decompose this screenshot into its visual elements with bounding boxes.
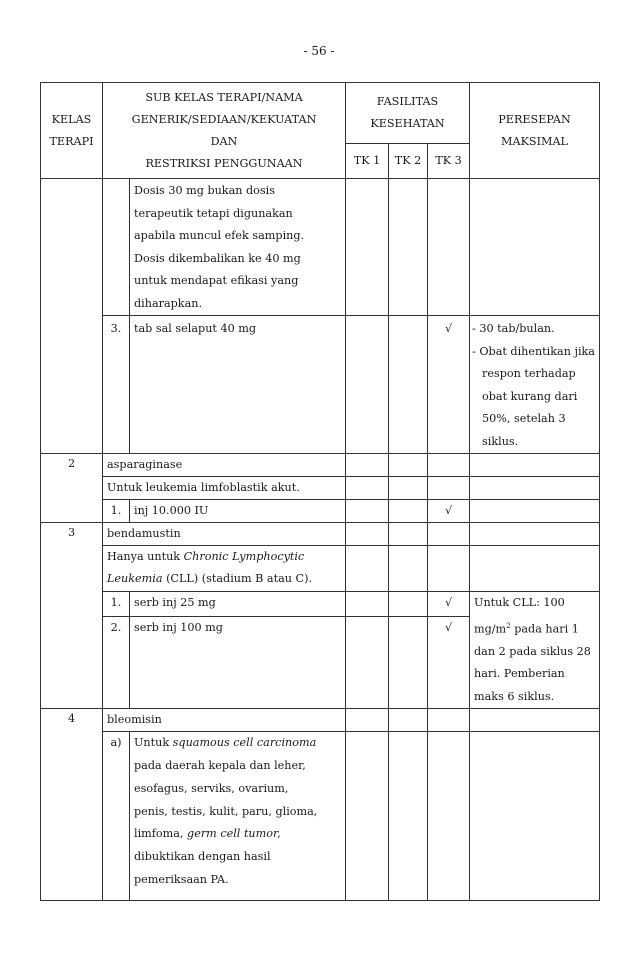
num-cell-empty [103,179,130,316]
tk3-check: √ [428,500,470,523]
header-tk2: TK 2 [389,144,428,179]
kelas-number: 3 [41,523,103,709]
max-prescription: Untuk CLL: 100 $mg/m^2$ pada hari 1 dan 2 pada siklus 28 hari. Pemberian maks 6 siklus. [470,592,600,709]
drug-name: asparaginase [103,454,346,477]
kelas-number: 2 [41,454,103,523]
header-kelas-terapi: KELAS TERAPI [41,83,103,179]
sub-item-label: a) [103,732,130,901]
item-number: 3. [103,316,130,454]
item-number: 1. [103,592,130,617]
item-name: serb inj 25 mg [130,592,346,617]
drug-indication: Untuk squamous cell carcinoma pada daerah kepala dan leher, esofagus, serviks, ovarium, penis, testis, kulit, paru, glioma, limfoma, germ cell tumor, dibuktikan dengan hasil pemeriksaan PA. [130,732,346,901]
item-name: inj 10.000 IU [130,500,346,523]
header-fasilitas: FASILITAS KESEHATAN [346,83,470,144]
max-prescription: - 30 tab/bulan. - Obat dihentikan jika respon terhadap obat kurang dari 50%, setelah 3 siklus. [470,316,600,454]
header-sub-kelas: SUB KELAS TERAPI/NAMA GENERIK/SEDIAAN/KEKUATAN DAN RESTRIKSI PENGGUNAAN [103,83,346,179]
item-name: serb inj 100 mg [130,616,346,709]
drug-name: bleomisin [103,709,346,732]
page-number: - 56 - [303,44,335,58]
drug-name: bendamustin [103,523,346,546]
formulary-table [40,82,600,901]
kelas-cell-continued [41,179,103,454]
tk3-check: √ [428,616,470,709]
item-number: 2. [103,616,130,709]
continuation-note: Dosis 30 mg bukan dosis terapeutik tetapi digunakan apabila muncul efek samping. Dosis dikembalikan ke 40 mg untuk mendapat efikasi yang diharapkan. [130,179,346,316]
tk3-check: √ [428,316,470,454]
drug-note: Hanya untuk Chronic Lymphocytic Leukemia (CLL) (stadium B atau C). [103,546,346,592]
header-tk1: TK 1 [346,144,389,179]
item-number: 1. [103,500,130,523]
header-peresepan: PERESEPAN MAKSIMAL [470,83,600,179]
item-name: tab sal selaput 40 mg [130,316,346,454]
drug-note: Untuk leukemia limfoblastik akut. [103,477,346,500]
kelas-number: 4 [41,709,103,901]
header-tk3: TK 3 [428,144,470,179]
tk3-check: √ [428,592,470,617]
